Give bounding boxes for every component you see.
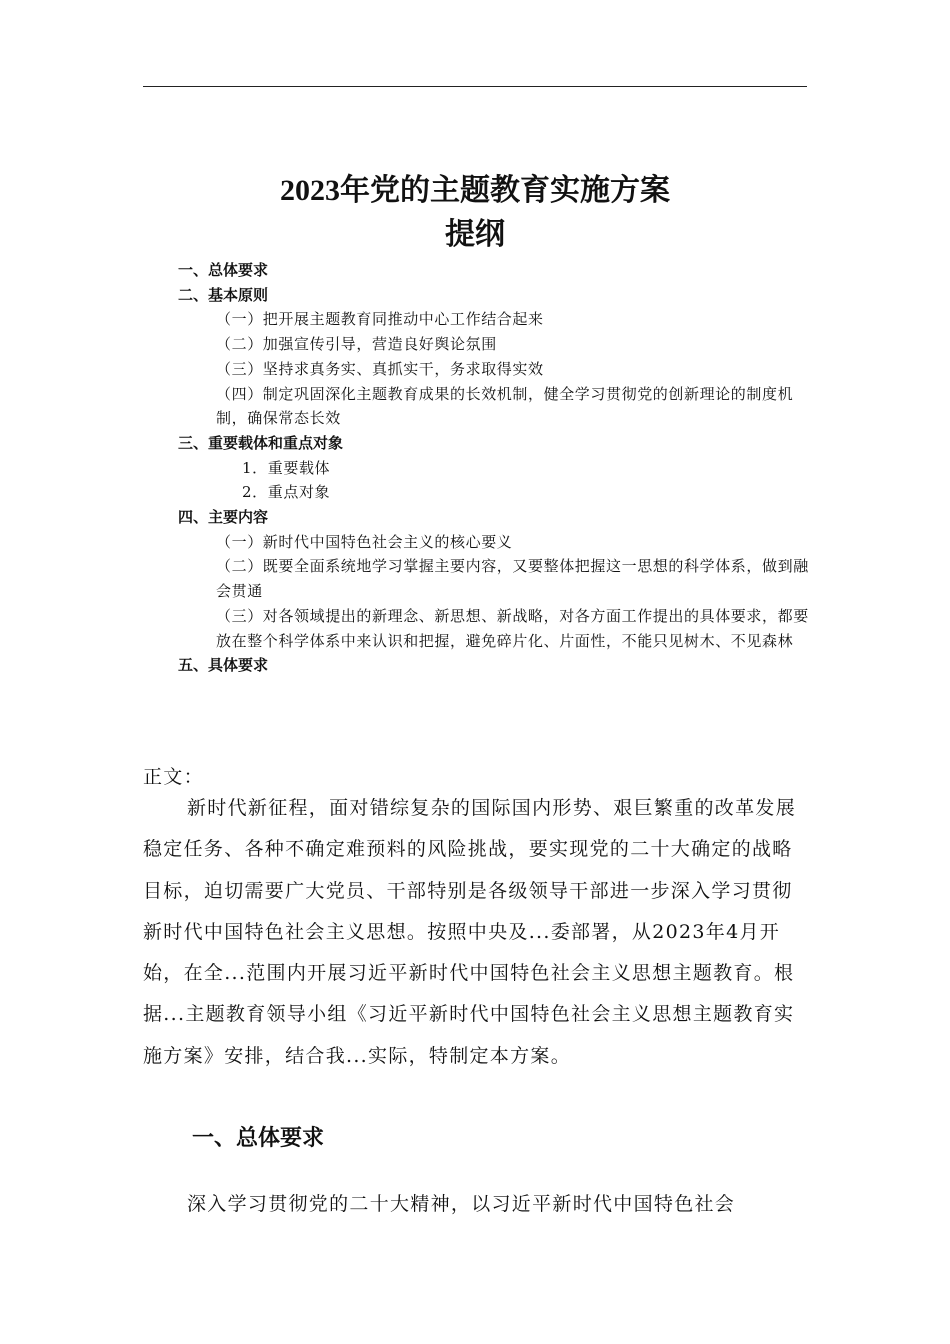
outline-heading-3: 三、重要载体和重点对象 bbox=[178, 433, 344, 452]
outline-item: （一）把开展主题教育同推动中心工作结合起来 bbox=[216, 310, 544, 329]
outline-item: （二）既要全面系统地学习掌握主要内容，又要整体把握这一思想的科学体系，做到融会贯通 bbox=[216, 557, 809, 601]
outline-item: （二）加强宣传引导，营造良好舆论氛围 bbox=[216, 335, 497, 354]
outline-item: （三）坚持求真务实、真抓实干，务求取得实效 bbox=[216, 359, 544, 378]
outline bbox=[178, 258, 810, 678]
outline-item: （四）制定巩固深化主题教育成果的长效机制，健全学习贯彻党的创新理论的制度机制，确保常态长效 bbox=[216, 384, 794, 428]
section-heading: 一、总体要求 bbox=[192, 1126, 325, 1151]
outline-numbered-item: 1．重要载体 bbox=[242, 458, 331, 477]
outline-item: （一）新时代中国特色社会主义的核心要义 bbox=[216, 532, 513, 551]
body-label: 正文： bbox=[143, 766, 204, 788]
outline-heading-1: 一、总体要求 bbox=[178, 261, 269, 279]
outline-heading-4: 四、主要内容 bbox=[178, 508, 269, 527]
document-title: 2023年党的主题教育实施方案 bbox=[280, 174, 670, 207]
outline-heading-2: 二、基本原则 bbox=[178, 285, 269, 304]
outline-numbered-item: 2．重点对象 bbox=[242, 483, 331, 502]
outline-item: （三）对各领域提出的新理念、新思想、新战略，对各方面工作提出的具体要求，都要放在整个科学体系中来认识和把握，避免碎片化、片面性，不能只见树木、不见森林 bbox=[216, 606, 809, 650]
document-subtitle: 提纲 bbox=[445, 218, 505, 251]
header-rule bbox=[143, 86, 807, 87]
body-paragraph: 深入学习贯彻党的二十大精神，以习近平新时代中国特色社会 bbox=[187, 1193, 736, 1215]
outline-heading-5: 五、具体要求 bbox=[178, 656, 269, 675]
body-paragraph: 新时代新征程，面对错综复杂的国际国内形势、艰巨繁重的改革发展稳定任务、各种不确定难预料的风险挑战，要实现党的二十大确定的战略目标，迫切需要广大党员、干部特别是各级领导干部进一步深入学习贯彻新时代中国特色社会主义思想。按照中央及...委部署，从2023年4月开始，在全...范围内开展习近平新时代中国特色社会主义思想主题教育。根据...主题教育领导小组《习近平新时代中国特色社会主义思想主题教育实施方案》安排，结合我...实际，特制定本方案。 bbox=[143, 797, 797, 1067]
